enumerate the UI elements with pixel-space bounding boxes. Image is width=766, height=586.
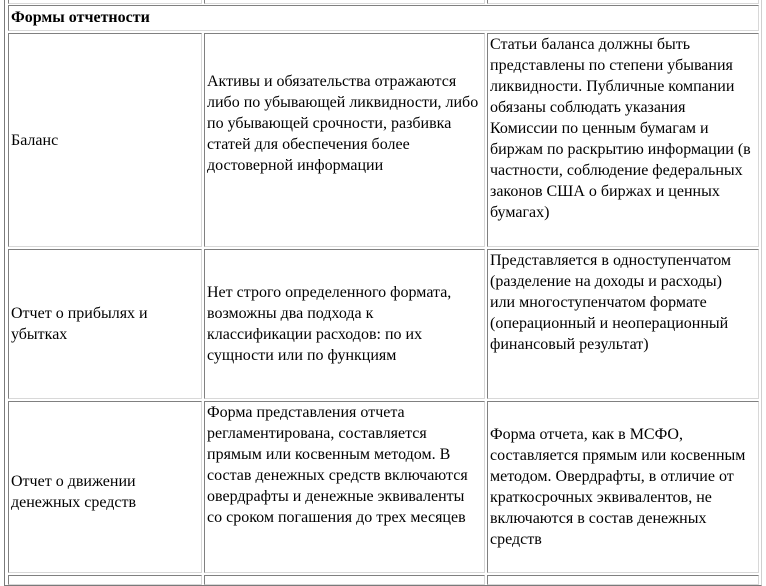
table-row-cashflow-ias: Форма представления отчета регламентирована, составляется прямым или косвенным методом. В состав денежных средств включаются овердрафты и денежные эквиваленты со сроком погашения до трех месяцев xyxy=(204,401,485,573)
table-row-balance-ias: Активы и обязательства отражаются либо по убывающей ликвидности, либо по убывающей срочности, разбивка статей для обеспечения более достоверной информации xyxy=(204,33,485,247)
table-row-cashflow-gaap: Форма отчета, как в МСФО, составляется прямым или косвенным методом. Овердрафты, в отличие от краткосрочных эквивалентов, не включаются в состав денежных средств xyxy=(487,401,759,573)
table-cell-partial xyxy=(487,0,759,4)
table-row-income-ias: Нет строго определенного формата, возможны два подхода к классификации расходов: по их сущности или по функциям xyxy=(204,249,485,399)
table-row-income-name: Отчет о прибылях и убытках xyxy=(8,249,202,399)
table-row-income-gaap: Представляется в одноступенчатом (разделение на доходы и расходы) или многоступенчатом формате (операционный и неоперационный финансовый результат) xyxy=(487,249,759,399)
table-cell-partial xyxy=(204,0,485,4)
section-title-text: Формы отчетности xyxy=(11,9,150,26)
table-cell-partial xyxy=(204,575,485,585)
table-cell-partial xyxy=(8,575,202,585)
table-row-balance-gaap: Статьи баланса должны быть представлены по степени убывания ликвидности. Публичные компании обязаны соблюдать указания Комиссии по ценным бумагам и биржам по раскрытию информации (в частности, соблюдение федеральных законов США о биржах и ценных бумагах) xyxy=(487,33,759,247)
table-row-cashflow-name: Отчет о движении денежных средств xyxy=(8,401,202,573)
table-cell-partial xyxy=(487,575,759,585)
report-forms-table xyxy=(4,0,762,586)
table-row-balance-name: Баланс xyxy=(8,33,202,247)
section-title xyxy=(8,5,759,31)
table-cell-partial xyxy=(8,0,202,4)
